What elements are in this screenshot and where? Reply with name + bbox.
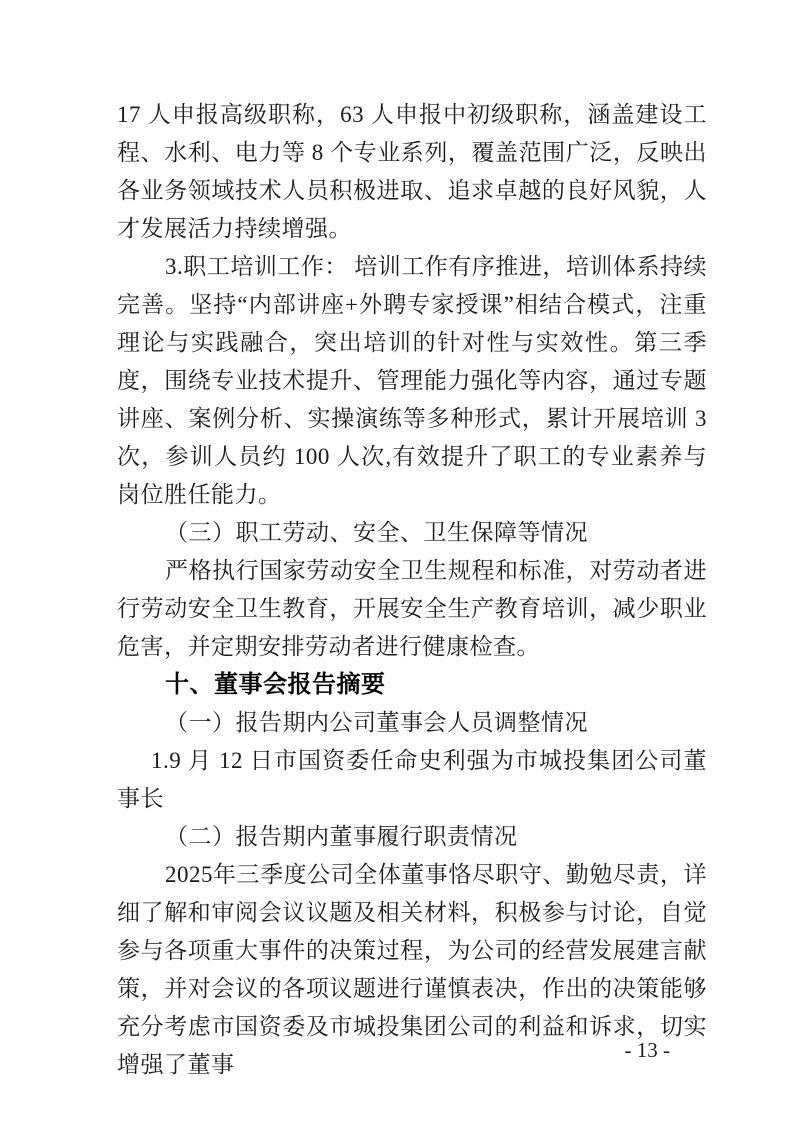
paragraph: 2025年三季度公司全体董事恪尽职守、勤勉尽责，详细了解和审阅会议议题及相关材料，积极参与讨论，自觉参与各项重大事件的决策过程，为公司的经营发展建言献策，并对会议的各项议题进行谨慎表决，作出的决策能够充分考虑市国资委及市城投集团公司的利益和诉求，切实增强了董事 [117,862,707,1077]
paragraph: 3.职工培训工作： 培训工作有序推进，培训体系持续完善。坚持“内部讲座+外聘专家授课”相结合模式，注重理论与实践融合，突出培训的针对性与实效性。第三季度，围绕专业技术提升、管理能力强化等内容，通过专题讲座、案例分析、实操演练等多种形式，累计开展培训 3 次，参训人员约 100 人次,有效提升了职工的专业素养与岗位胜任能力。 [117,254,707,507]
paragraph: 严格执行国家劳动安全卫生规程和标准，对劳动者进行劳动安全卫生教育，开展安全生产教育培训，减少职业危害，并定期安排劳动者进行健康检查。 [117,558,707,659]
section-heading: 十、董事会报告摘要 [165,671,386,698]
paragraph: 17 人申报高级职称，63 人申报中初级职称，涵盖建设工程、水利、电力等 8 个专业系列，覆盖范围广泛，反映出各业务领域技术人员积极进取、追求卓越的良好风貌，人才发展活力持续增强。 [117,102,707,241]
paragraph: （一）报告期内公司董事会人员调整情况 [165,710,588,735]
paragraph: （二）报告期内董事履行职责情况 [165,824,518,849]
paragraph: 1.9 月 12 日市国资委任命史利强为市城投集团公司董事长 [117,748,707,811]
page-number: - 13 - [624,1038,670,1062]
document-body [117,96,707,1084]
paragraph: （三）职工劳动、安全、卫生保障等情况 [165,520,588,545]
